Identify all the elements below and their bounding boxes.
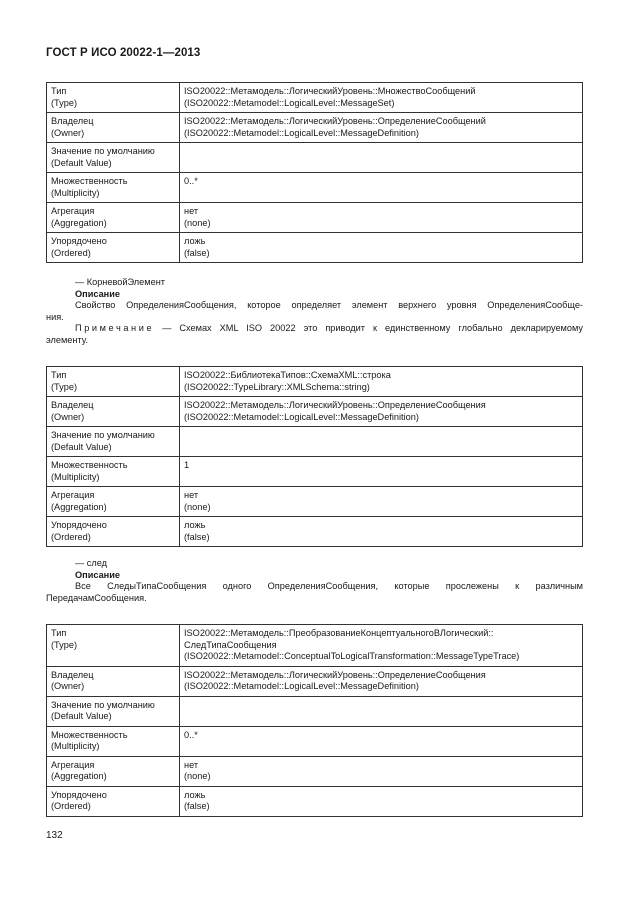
- property-value-line: ISO20022::Метамодель::ПреобразованиеКонцептуальногоВЛогический::: [184, 628, 494, 638]
- property-name-cell: [47, 666, 180, 696]
- property-value-cell: [180, 457, 583, 487]
- section-heading: Описание: [75, 569, 120, 580]
- table-row: [47, 143, 583, 173]
- property-name-line: (Multiplicity): [51, 471, 100, 482]
- property-name-cell: [47, 173, 180, 203]
- table-row: [47, 397, 583, 427]
- property-value-line: ISO20022::БиблиотекаТипов::СхемаXML::строка: [184, 370, 391, 380]
- property-name-line: (Owner): [51, 681, 85, 691]
- description-line: ния.: [46, 311, 64, 322]
- property-value-line: ISO20022::Метамодель::ЛогическийУровень::ОпределениеСообщений: [184, 116, 486, 126]
- property-name-cell: [47, 457, 180, 487]
- property-table-root-element: [46, 366, 583, 547]
- section-heading: Описание: [75, 288, 120, 299]
- table-row: [47, 203, 583, 233]
- property-name-cell: [47, 203, 180, 233]
- property-name-line: (Owner): [51, 127, 85, 138]
- property-name-line: (Aggregation): [51, 217, 107, 228]
- section-trace: [46, 558, 583, 604]
- property-name-line: (Aggregation): [51, 501, 107, 512]
- property-value-cell: [180, 397, 583, 427]
- property-value-cell: [180, 666, 583, 696]
- table-row: [47, 367, 583, 397]
- property-name-cell: [47, 427, 180, 457]
- table-row: [47, 666, 583, 696]
- property-name-line: (Default Value): [51, 441, 112, 452]
- property-value-cell: [180, 517, 583, 547]
- property-name-line: Агрегация: [51, 206, 95, 216]
- property-value-line: (none): [184, 501, 211, 512]
- property-value-cell: [180, 427, 583, 457]
- property-value-cell: [180, 367, 583, 397]
- property-name-line: Упорядочено: [51, 789, 107, 800]
- table-row: [47, 457, 583, 487]
- property-name-line: (Default Value): [51, 711, 112, 721]
- property-value-line: 0..*: [184, 729, 198, 740]
- property-value-line: ISO20022::Метамодель::ЛогическийУровень::ОпределениеСообщения: [184, 400, 486, 410]
- property-value-line: (ISO20022::TypeLibrary::XMLSchema::string): [184, 381, 370, 392]
- table-row: [47, 233, 583, 263]
- table-row: [47, 487, 583, 517]
- property-value-line: 0..*: [184, 176, 198, 186]
- property-name-cell: [47, 397, 180, 427]
- property-value-cell: [180, 173, 583, 203]
- property-name-line: Тип: [51, 86, 67, 96]
- property-name-cell: [47, 143, 180, 173]
- property-value-cell: [180, 786, 583, 816]
- table-row: [47, 696, 583, 726]
- property-name-line: Множественность: [51, 176, 128, 186]
- property-value-line: ложь: [184, 520, 206, 530]
- note-line: элементу.: [46, 334, 88, 345]
- description-line: ПередачамСообщения.: [46, 592, 147, 603]
- property-value-line: ISO20022::Метамодель::ЛогическийУровень::МножествоСообщений: [184, 86, 476, 96]
- property-name-line: Множественность: [51, 729, 128, 740]
- property-name-line: (Ordered): [51, 531, 91, 542]
- property-name-line: (Multiplicity): [51, 187, 100, 198]
- property-value-line: ISO20022::Метамодель::ЛогическийУровень::ОпределениеСообщения: [184, 669, 486, 680]
- property-name-line: (Aggregation): [51, 771, 107, 781]
- table-row: [47, 427, 583, 457]
- property-value-line: (false): [184, 801, 210, 811]
- property-name-line: (Ordered): [51, 801, 91, 811]
- section-root-element: [46, 277, 583, 346]
- table-row: [47, 625, 583, 667]
- property-value-line: нет: [184, 759, 199, 770]
- property-name-line: (Multiplicity): [51, 741, 100, 751]
- property-name-line: Агрегация: [51, 490, 95, 500]
- table-row: [47, 786, 583, 816]
- property-value-line: нет: [184, 490, 199, 500]
- property-value-cell: [180, 487, 583, 517]
- page-number: 132: [46, 830, 63, 841]
- property-name-line: Множественность: [51, 460, 128, 470]
- property-value-line: (ISO20022::Metamodel::ConceptualToLogicalTransformation::MessageTypeTrace): [184, 651, 520, 661]
- property-name-cell: [47, 696, 180, 726]
- property-name-line: (Type): [51, 97, 78, 108]
- property-name-cell: [47, 726, 180, 756]
- property-value-line: (false): [184, 247, 210, 258]
- property-name-line: (Ordered): [51, 247, 91, 258]
- property-value-line: (ISO20022::Metamodel::LogicalLevel::MessageSet): [184, 97, 395, 108]
- property-value-line: (none): [184, 217, 211, 228]
- property-table-trace: [46, 624, 583, 817]
- property-table-message-set: [46, 82, 583, 263]
- property-value-cell: [180, 726, 583, 756]
- property-name-cell: [47, 487, 180, 517]
- note-label: Примечание: [75, 323, 155, 333]
- section-item-title: — КорневойЭлемент: [75, 277, 165, 287]
- property-name-cell: [47, 367, 180, 397]
- property-name-cell: [47, 756, 180, 786]
- property-value-cell: [180, 233, 583, 263]
- table-row: [47, 726, 583, 756]
- property-value-line: ложь: [184, 236, 206, 246]
- note-text: — Схемах XML ISO 20022 это приводит к единственному глобально декларируемому: [162, 323, 583, 333]
- property-value-cell: [180, 696, 583, 726]
- table-row: [47, 756, 583, 786]
- property-name-line: Тип: [51, 370, 67, 380]
- table-row: [47, 517, 583, 547]
- property-value-line: (ISO20022::Metamodel::LogicalLevel::MessageDefinition): [184, 681, 419, 691]
- property-name-line: Значение по умолчанию: [51, 699, 155, 710]
- property-name-line: (Type): [51, 639, 78, 650]
- property-name-line: (Owner): [51, 411, 85, 422]
- property-name-line: Владелец: [51, 400, 94, 410]
- property-value-line: нет: [184, 206, 199, 216]
- property-value-cell: [180, 756, 583, 786]
- property-name-line: Значение по умолчанию: [51, 430, 155, 440]
- property-value-line: (none): [184, 771, 211, 781]
- property-name-cell: [47, 786, 180, 816]
- table-row: [47, 83, 583, 113]
- property-name-cell: [47, 233, 180, 263]
- table-row: [47, 173, 583, 203]
- description-line: Свойство ОпределенияСообщения, которое определяет элемент верхнего уровня ОпределенияСообще-: [75, 300, 583, 310]
- property-name-cell: [47, 113, 180, 143]
- property-value-cell: [180, 203, 583, 233]
- description-line: Все СледыТипаСообщения одного ОпределенияСообщения, которые прослежены к различным: [75, 581, 583, 591]
- note-line: [46, 323, 583, 335]
- property-value-cell: [180, 625, 583, 667]
- property-name-line: Значение по умолчанию: [51, 146, 155, 156]
- property-value-line: 1: [184, 460, 190, 470]
- property-value-line: СледТипаСообщения: [184, 639, 277, 650]
- document-header: ГОСТ Р ИСО 20022-1—2013: [46, 47, 201, 59]
- property-name-line: Упорядочено: [51, 520, 107, 530]
- property-name-cell: [47, 517, 180, 547]
- property-name-line: Агрегация: [51, 759, 95, 770]
- property-name-line: Тип: [51, 628, 67, 638]
- section-item-title: — след: [75, 558, 107, 568]
- property-name-line: Упорядочено: [51, 236, 107, 246]
- property-value-cell: [180, 113, 583, 143]
- property-value-line: (ISO20022::Metamodel::LogicalLevel::MessageDefinition): [184, 411, 419, 422]
- property-value-cell: [180, 83, 583, 113]
- property-name-line: (Default Value): [51, 157, 112, 168]
- property-name-line: Владелец: [51, 116, 94, 126]
- property-name-cell: [47, 83, 180, 113]
- property-value-line: ложь: [184, 789, 206, 800]
- property-name-cell: [47, 625, 180, 667]
- table-row: [47, 113, 583, 143]
- property-value-line: (ISO20022::Metamodel::LogicalLevel::MessageDefinition): [184, 127, 419, 138]
- property-name-line: Владелец: [51, 669, 94, 680]
- property-value-cell: [180, 143, 583, 173]
- property-value-line: (false): [184, 531, 210, 542]
- property-name-line: (Type): [51, 381, 78, 392]
